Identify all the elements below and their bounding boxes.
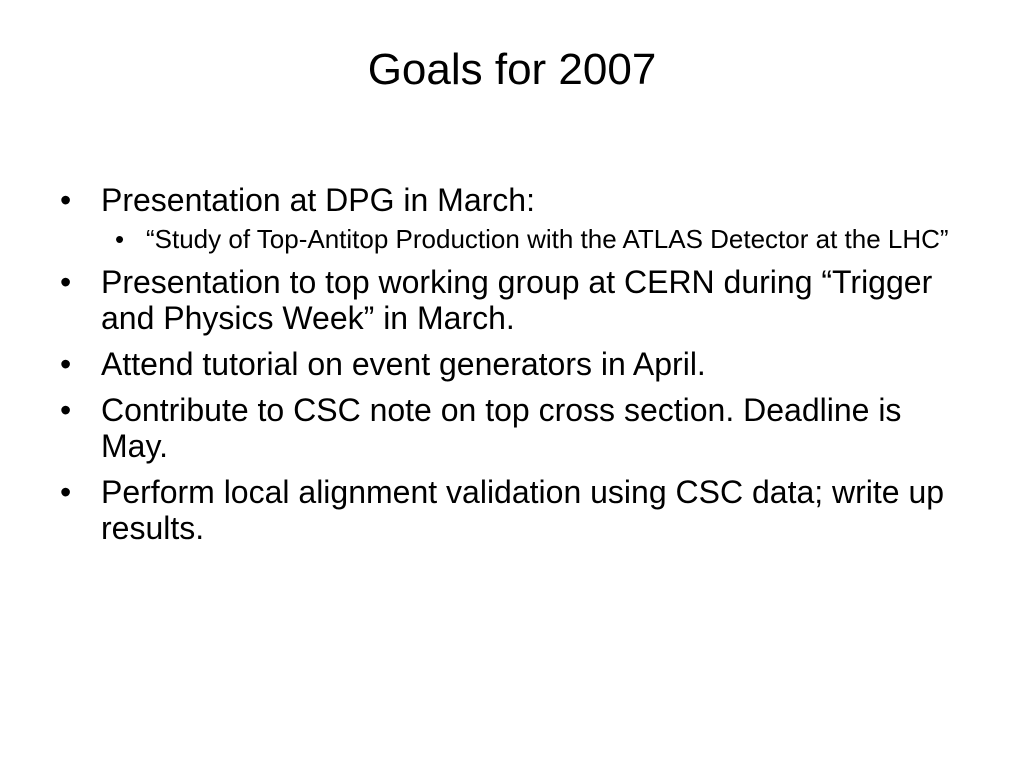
sub-bullet-text: “Study of Top-Antitop Production with the ATLAS Detector at the LHC”	[146, 224, 949, 254]
bullet-item-cern-presentation	[56, 264, 956, 336]
sub-bullet-item-talk-title	[101, 224, 956, 254]
bullet-item-alignment-validation	[56, 474, 956, 546]
bullet-text: Perform local alignment validation using CSC data; write up results.	[101, 474, 945, 546]
bullet-icon: •	[60, 264, 72, 300]
sub-bullet-list	[101, 224, 956, 254]
bullet-icon: •	[60, 182, 72, 218]
bullet-text: Contribute to CSC note on top cross section. Deadline is May.	[101, 392, 902, 464]
bullet-text: Presentation at DPG in March:	[101, 182, 535, 218]
bullet-text: Attend tutorial on event generators in April.	[101, 346, 706, 382]
slide-title: Goals for 2007	[367, 45, 657, 94]
bullet-icon: •	[60, 392, 72, 428]
bullet-list	[56, 182, 956, 556]
bullet-item-tutorial	[56, 346, 956, 382]
bullet-icon: •	[60, 346, 72, 382]
bullet-icon: •	[60, 474, 72, 510]
sub-bullet-icon: •	[115, 224, 125, 254]
bullet-item-dpg-presentation	[56, 182, 956, 254]
bullet-text: Presentation to top working group at CERN during “Trigger and Physics Week” in March.	[101, 264, 933, 336]
bullet-item-csc-note	[56, 392, 956, 464]
